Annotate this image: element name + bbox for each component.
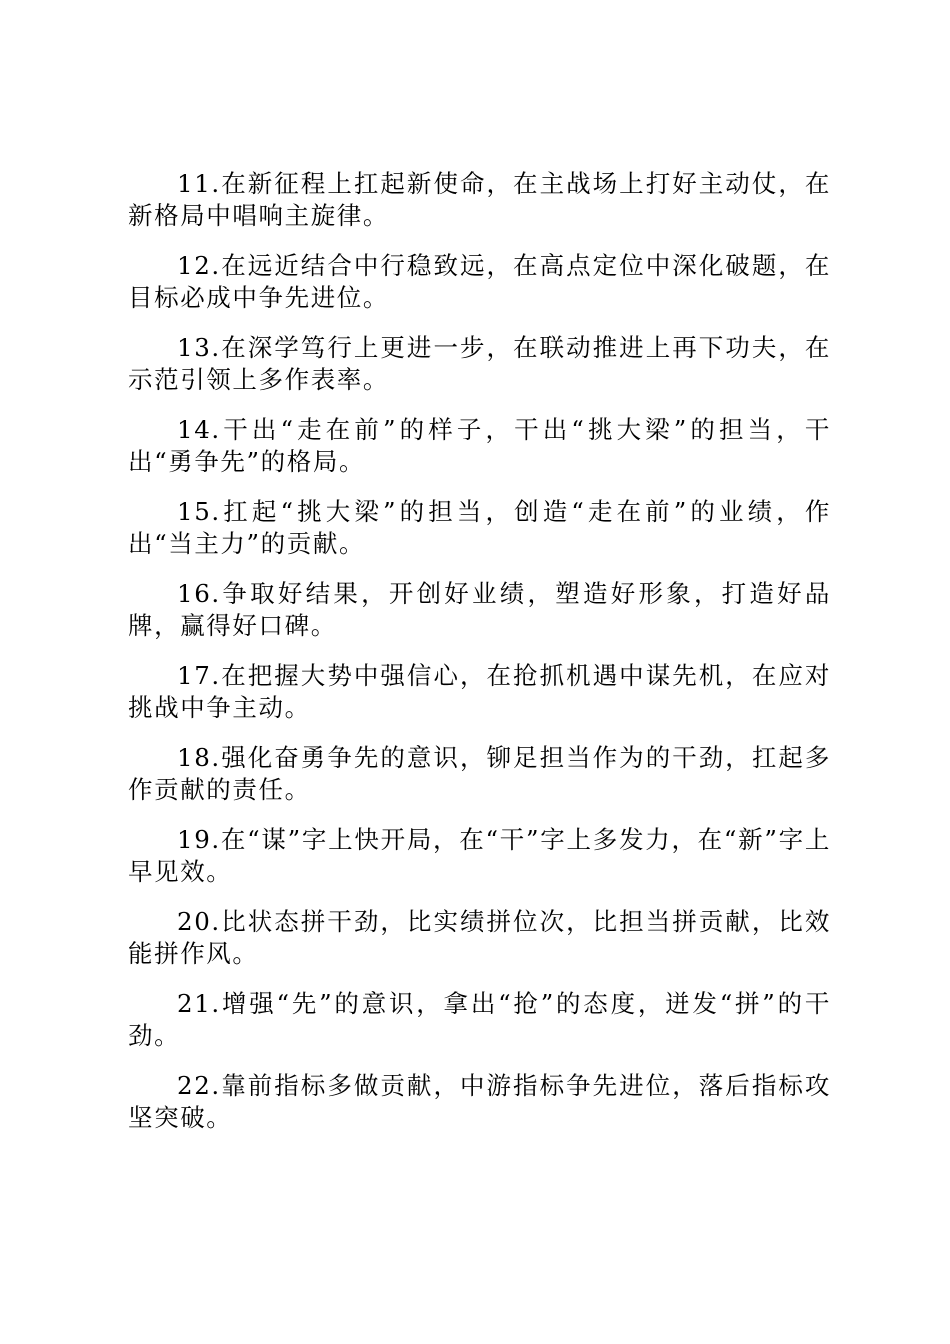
list-item-15: 15.扛起“挑大梁”的担当，创造“走在前”的业绩，作出“当主力”的贡献。 xyxy=(128,497,831,558)
list-item-12: 12.在远近结合中行稳致远，在高点定位中深化破题，在目标必成中争先进位。 xyxy=(128,251,831,312)
list-item-20: 20.比状态拼干劲，比实绩拼位次，比担当拼贡献，比效能拼作风。 xyxy=(128,907,831,968)
list-item-19: 19.在“谋”字上快开局，在“干”字上多发力，在“新”字上早见效。 xyxy=(128,825,831,886)
list-item-18: 18.强化奋勇争先的意识，铆足担当作为的干劲，扛起多作贡献的责任。 xyxy=(128,743,831,804)
list-item-22: 22.靠前指标多做贡献，中游指标争先进位，落后指标攻坚突破。 xyxy=(128,1071,831,1132)
list-item-11: 11.在新征程上扛起新使命，在主战场上打好主动仗，在新格局中唱响主旋律。 xyxy=(128,169,831,230)
list-item-21: 21.增强“先”的意识，拿出“抢”的态度，迸发“拼”的干劲。 xyxy=(128,989,831,1050)
list-item-17: 17.在把握大势中强信心，在抢抓机遇中谋先机，在应对挑战中争主动。 xyxy=(128,661,831,722)
list-item-14: 14.干出“走在前”的样子，干出“挑大梁”的担当，干出“勇争先”的格局。 xyxy=(128,415,831,476)
list-item-13: 13.在深学笃行上更进一步，在联动推进上再下功夫，在示范引领上多作表率。 xyxy=(128,333,831,394)
document-body xyxy=(128,168,831,1152)
list-item-16: 16.争取好结果，开创好业绩，塑造好形象，打造好品牌，赢得好口碑。 xyxy=(128,579,831,640)
